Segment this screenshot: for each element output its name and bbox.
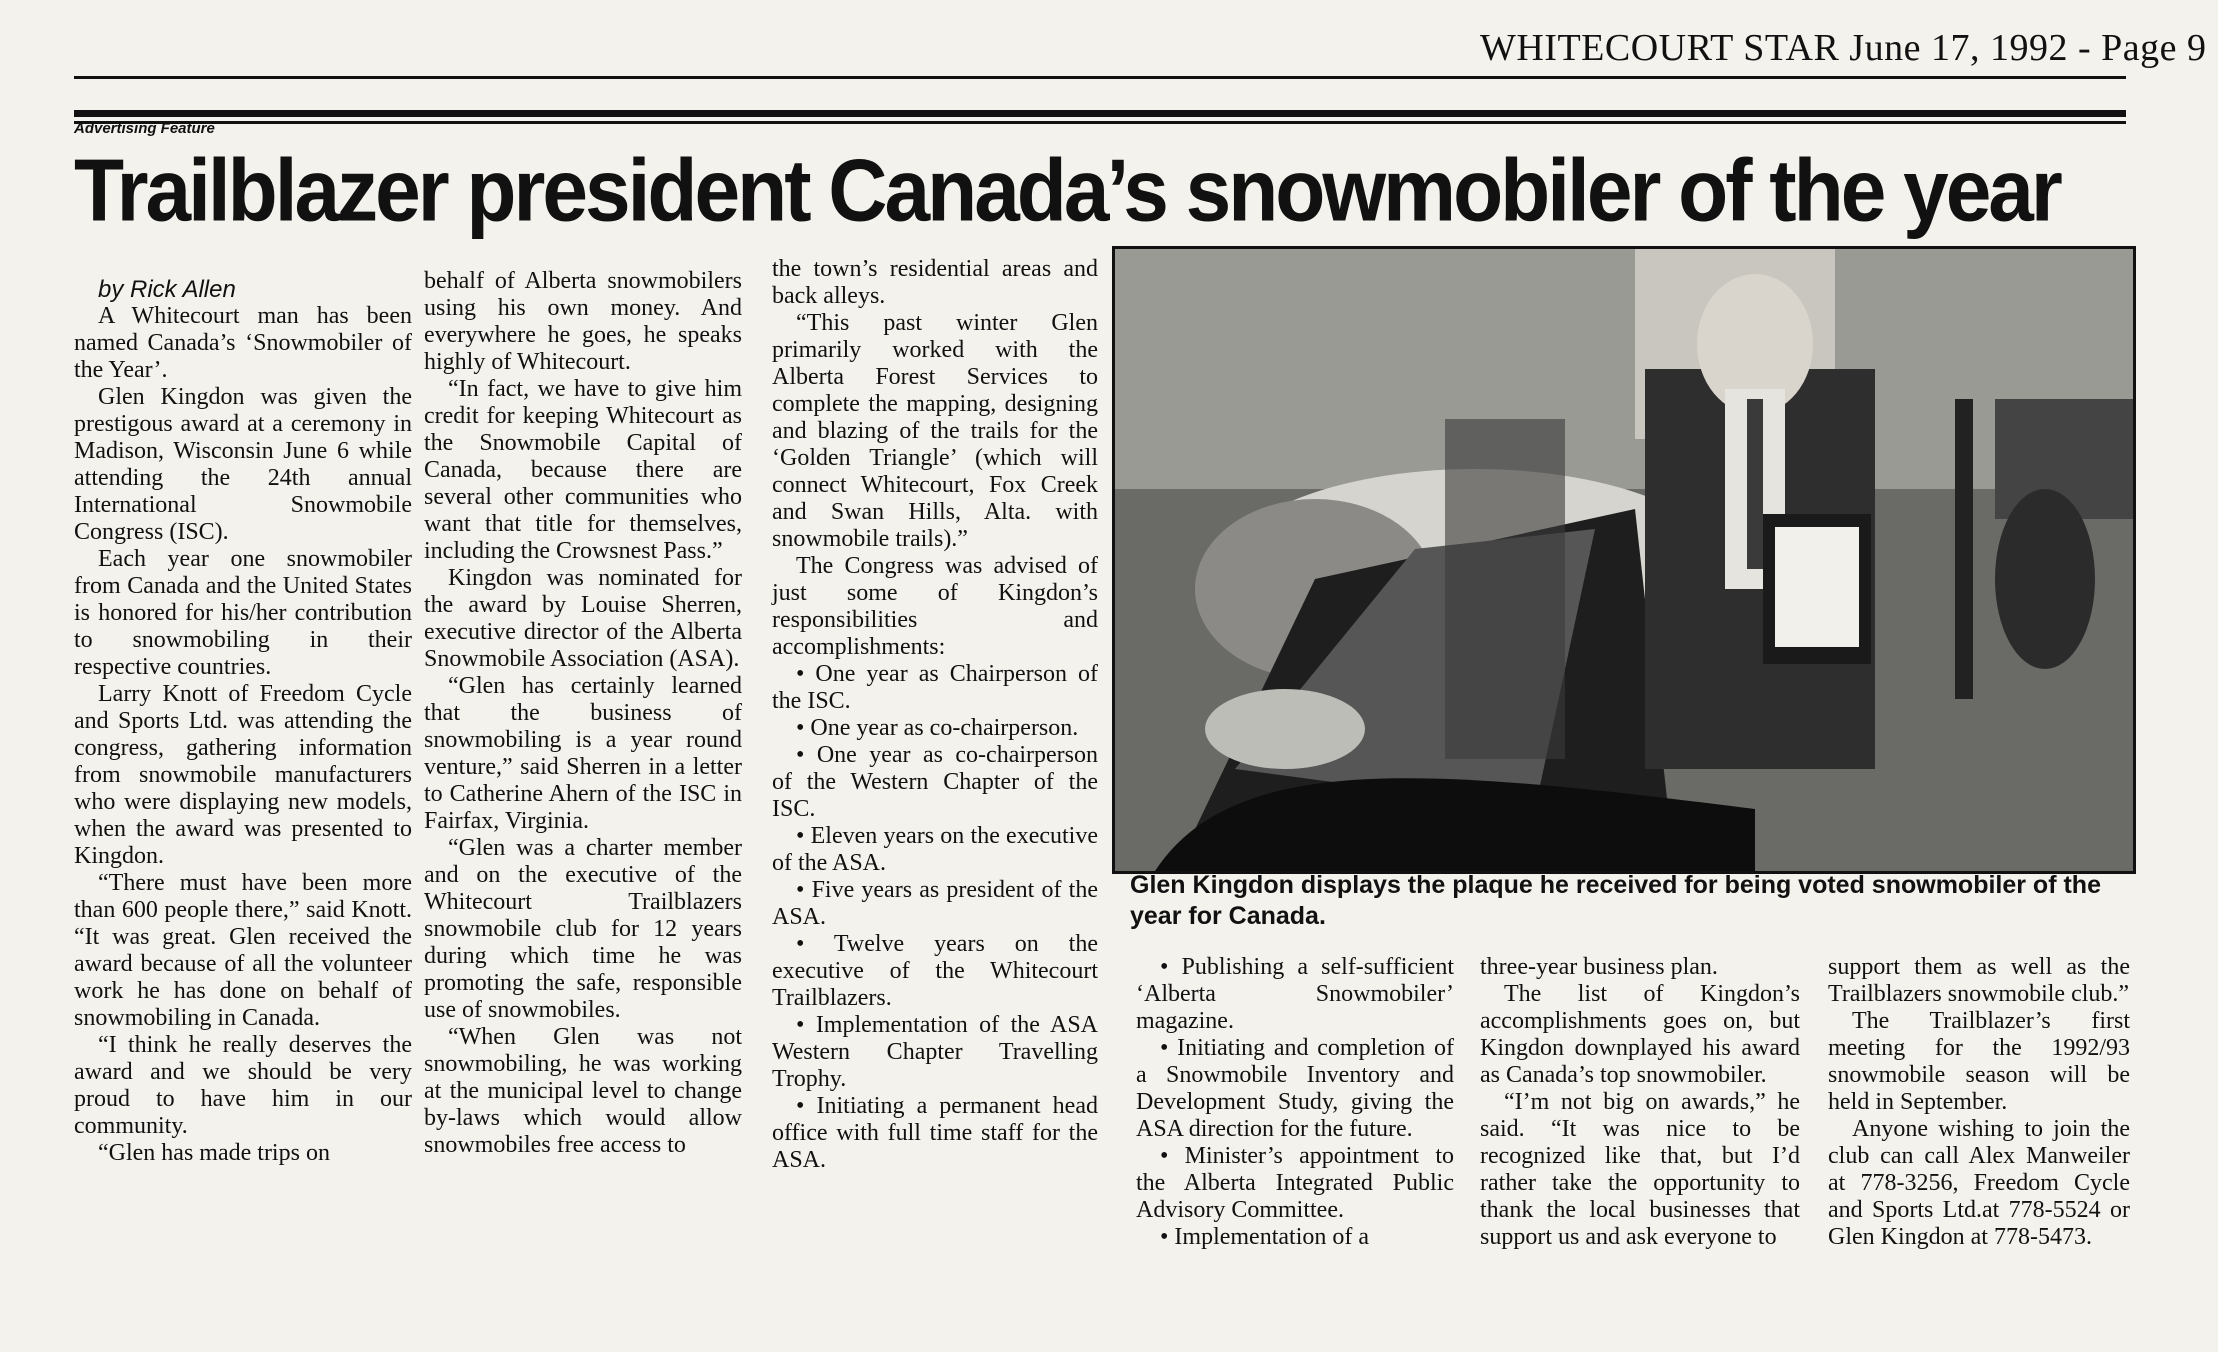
list-item: • Five years as president of the ASA. — [772, 877, 1098, 930]
list-item: • Implementation of a — [1160, 1224, 1370, 1250]
paragraph: The list of Kingdon’s accomplishments goes on, but Kingdon downplayed his award as Canada’s top snowmobiler. — [1480, 981, 1800, 1088]
paragraph: “There must have been more than 600 people there,” said Knott. “It was great. Glen received the award because of all the volunteer work he has done on behalf of snowmobiling in Canada. — [74, 870, 412, 1031]
paragraph: “Glen has made trips on — [98, 1140, 330, 1166]
list-item: • Initiating and completion of a Snowmobile Inventory and Development Study, giving the ASA direction for the future. — [1136, 1035, 1454, 1142]
byline: by Rick Allen — [98, 276, 236, 303]
section-label: Advertising Feature — [74, 120, 215, 137]
header-rule — [74, 76, 2126, 79]
paragraph: Each year one snowmobiler from Canada and the United States is honored for his/her contribution to snowmobiling in their respective countries. — [74, 546, 412, 680]
paragraph: three-year business plan. — [1480, 954, 1718, 980]
paragraph: Larry Knott of Freedom Cycle and Sports Ltd. was attending the congress, gathering information from snowmobile manufacturers who were displaying new models, when the award was presented to Kingdon. — [74, 681, 412, 869]
article-column-3 — [772, 256, 1098, 1174]
article-column-6 — [1828, 954, 2130, 1251]
article-column-5 — [1480, 954, 1800, 1251]
list-item: • Minister’s appointment to the Alberta Integrated Public Advisory Committee. — [1136, 1143, 1454, 1223]
article-column-4 — [1136, 954, 1454, 1251]
article-column-1 — [74, 276, 412, 1167]
list-item: • Implementation of the ASA Western Chapter Travelling Trophy. — [772, 1012, 1098, 1092]
paragraph: “I’m not big on awards,” he said. “It was nice to be recognized like that, but I’d rather take the opportunity to thank the local businesses that support us and ask everyone to — [1480, 1089, 1800, 1250]
list-item: • One year as co-chairperson of the Western Chapter of the ISC. — [772, 742, 1098, 822]
paragraph: the town’s residential areas and back alleys. — [772, 256, 1098, 309]
running-head: WHITECOURT STAR June 17, 1992 - Page 9 — [1480, 27, 2207, 69]
header-rule-thick — [74, 110, 2126, 117]
paragraph: “This past winter Glen primarily worked with the Alberta Forest Services to complete the mapping, designing and blazing of the trails for the ‘Golden Triangle’ (which will connect Whitecourt, Fox Creek and Swan Hills, Alta. with snowmobile trails).” — [772, 310, 1098, 552]
paragraph: The Trailblazer’s first meeting for the 1992/93 snowmobile season will be held in September. — [1828, 1008, 2130, 1115]
paragraph: support them as well as the Trailblazers snowmobile club.” — [1828, 954, 2130, 1007]
photo-glen-kingdon — [1112, 246, 2136, 874]
list-item: • Eleven years on the executive of the ASA. — [772, 823, 1098, 876]
paragraph: “When Glen was not snowmobiling, he was working at the municipal level to change by-laws which would allow snowmobiles free access to — [424, 1024, 742, 1158]
paragraph: “In fact, we have to give him credit for keeping Whitecourt as the Snowmobile Capital of Canada, because there are several other communities who want that title for themselves, including the Crowsnest Pass.” — [424, 376, 742, 564]
list-item: • Publishing a self-sufficient ‘Alberta Snowmobiler’ magazine. — [1136, 954, 1454, 1034]
paragraph: Anyone wishing to join the club can call Alex Manweiler at 778-3256, Freedom Cycle and Sports Ltd.at 778-5524 or Glen Kingdon at 778-5473. — [1828, 1116, 2130, 1250]
paragraph: behalf of Alberta snowmobilers using his own money. And everywhere he goes, he speaks highly of Whitecourt. — [424, 268, 742, 375]
photo-illustration — [1115, 249, 2133, 871]
list-item: • Twelve years on the executive of the Whitecourt Trailblazers. — [772, 931, 1098, 1011]
header-rule-lower — [74, 121, 2126, 124]
paragraph: Kingdon was nominated for the award by Louise Sherren, executive director of the Alberta Snowmobile Association (ASA). — [424, 565, 742, 672]
paragraph: “Glen has certainly learned that the business of snowmobiling is a year round venture,” said Sherren in a letter to Catherine Ahern of the ISC in Fairfax, Virginia. — [424, 673, 742, 834]
list-item: • One year as co-chairperson. — [796, 715, 1079, 741]
list-item: • One year as Chairperson of the ISC. — [772, 661, 1098, 714]
headline: Trailblazer president Canada’s snowmobiler of the year — [74, 141, 2060, 240]
paragraph: A Whitecourt man has been named Canada’s ‘Snowmobiler of the Year’. — [74, 303, 412, 383]
paragraph: “I think he really deserves the award and we should be very proud to have him in our community. — [74, 1032, 412, 1139]
article-column-2 — [424, 268, 742, 1159]
paragraph: “Glen was a charter member and on the executive of the Whitecourt Trailblazers snowmobile club for 12 years during which time he was promoting the safe, responsible use of snowmobiles. — [424, 835, 742, 1023]
paragraph: The Congress was advised of just some of Kingdon’s responsibilities and accomplishments: — [772, 553, 1098, 660]
list-item: • Initiating a permanent head office with full time staff for the ASA. — [772, 1093, 1098, 1173]
photo-caption: Glen Kingdon displays the plaque he received for being voted snowmobiler of the year for Canada. — [1130, 871, 2101, 930]
paragraph: Glen Kingdon was given the prestigous award at a ceremony in Madison, Wisconsin June 6 while attending the 24th annual International Snowmobile Congress (ISC). — [74, 384, 412, 545]
